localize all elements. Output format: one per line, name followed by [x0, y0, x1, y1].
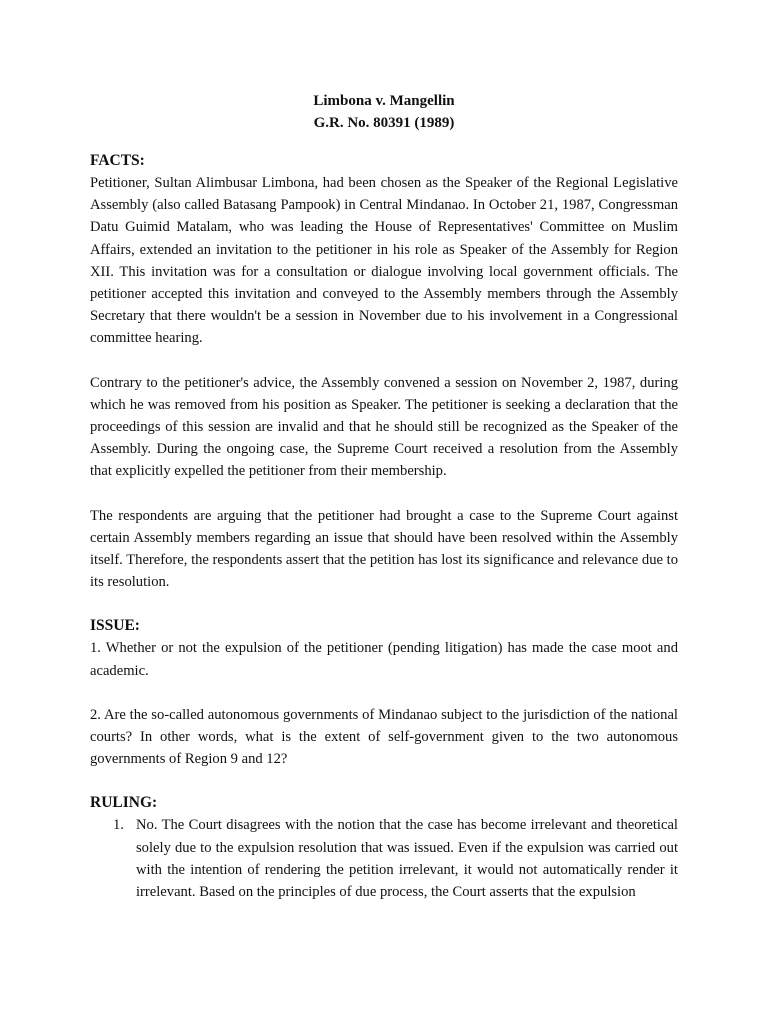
case-title: Limbona v. Mangellin: [313, 93, 455, 109]
facts-paragraph-3: The respondents are arguing that the petitioner had brought a case to the Supreme Court against certain Assembly members regarding an issue that should have been resolved within the Assembly itself. Therefore, the respondents assert that the petition has lost its significance and relevance due to its resolution.: [90, 507, 678, 591]
document-page: [90, 90, 678, 903]
facts-paragraph-2: Contrary to the petitioner's advice, the Assembly convened a session on November 2, 1987, during which he was removed from his position as Speaker. The petitioner is seeking a declaration that the proceedings of this session are invalid and that he should still be recognized as the Speaker of the Assembly. During the ongoing case, the Supreme Court received a resolution from the Assembly that explicitly expelled the petitioner from their membership.: [90, 374, 678, 480]
facts-heading: FACTS:: [90, 152, 145, 169]
ruling-item-number: 1.: [113, 817, 124, 834]
issue-paragraph-1: 1. Whether or not the expulsion of the petitioner (pending litigation) has made the case moot and academic.: [90, 640, 678, 679]
ruling-heading: RULING:: [90, 794, 158, 812]
ruling-item: [90, 814, 678, 903]
title-block: [90, 90, 678, 134]
ruling-list: [90, 814, 678, 903]
ruling-item-text: No. The Court disagrees with the notion that the case has become irrelevant and theoretical solely due to the expulsion resolution that was issued. Even if the expulsion was carried out with the intention of rendering the petition irrelevant, it would not automatically render it irrelevant. Based on the principles of due process, the Court asserts that the expulsion: [136, 817, 678, 901]
issue-heading: ISSUE:: [90, 617, 140, 635]
case-number: G.R. No. 80391 (1989): [313, 115, 455, 131]
issue-paragraph-2: 2. Are the so-called autonomous governments of Mindanao subject to the jurisdiction of the national courts? In other words, what is the extent of self-government given to the two autonomous governments of Region 9 and 12?: [90, 706, 678, 768]
facts-paragraph-1: Petitioner, Sultan Alimbusar Limbona, had been chosen as the Speaker of the Regional Legislative Assembly (also called Batasang Pampook) in Central Mindanao. In October 21, 1987, Congressman Datu Guimid Matalam, who was leading the House of Representatives' Committee on Muslim Affairs, extended an invitation to the petitioner in his role as Speaker of the Assembly for Region XII. This invitation was for a consultation or dialogue involving local government officials. The petitioner accepted this invitation and conveyed to the Assembly members through the Assembly Secretary that there wouldn't be a session in November due to his involvement in a Congressional committee hearing.: [90, 175, 678, 347]
